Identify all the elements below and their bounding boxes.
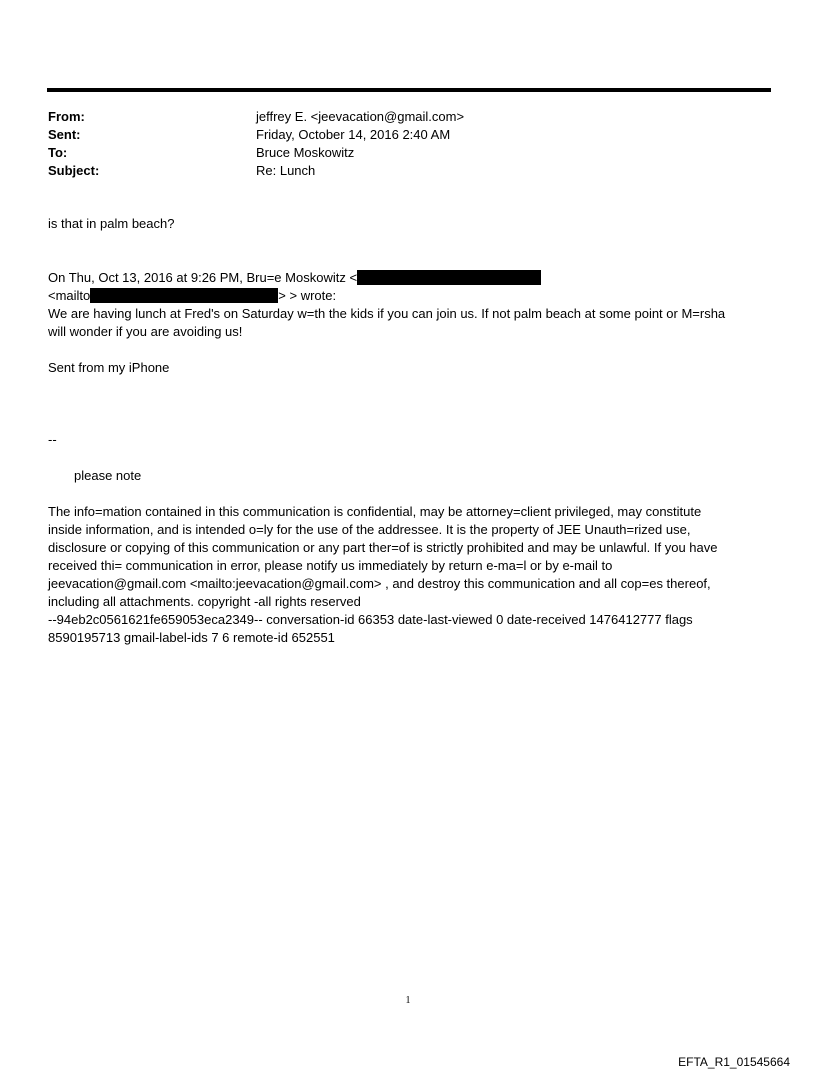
quote-line-2: will wonder if you are avoiding us! (48, 324, 243, 339)
subject-row (48, 162, 464, 180)
disclaimer-line: including all attachments. copyright -all rights reserved (48, 594, 361, 609)
redaction-block (357, 270, 541, 285)
quote-intro-line-2 (48, 287, 336, 305)
quote-intro-text: On Thu, Oct 13, 2016 at 9:26 PM, Bru=e Moskowitz < (48, 270, 358, 285)
sent-label: Sent: (48, 127, 81, 142)
metadata-line: 8590195713 gmail-label-ids 7 6 remote-id 652551 (48, 630, 335, 645)
bates-number: EFTA_R1_01545664 (678, 1055, 790, 1069)
from-row (48, 108, 464, 126)
to-label: To: (48, 145, 68, 160)
mailto-prefix: <mailto (48, 288, 91, 303)
to-row (48, 144, 464, 162)
sent-row (48, 126, 464, 144)
email-header (48, 108, 464, 180)
disclaimer-line: disclosure or copying of this communication or any part ther=of is strictly prohibited and may be unlawful. If you have (48, 540, 718, 555)
disclaimer-line: inside information, and is intended o=ly for the use of the addressee. It is the property of JEE Unauth=rized use, (48, 522, 691, 537)
signature: Sent from my iPhone (48, 360, 170, 375)
please-note: please note (74, 468, 142, 483)
wrote-text: > > wrote: (278, 288, 337, 303)
to-value: Bruce Moskowitz (256, 145, 355, 160)
from-label: From: (48, 109, 85, 124)
quote-line-1: We are having lunch at Fred's on Saturday w=th the kids if you can join us. If not palm beach at some point or M=rsha (48, 306, 726, 321)
disclaimer-line: jeevacation@gmail.com <mailto:jeevacation@gmail.com> , and destroy this communication and all cop=es thereof, (48, 576, 711, 591)
subject-value: Re: Lunch (256, 163, 316, 178)
reply-text: is that in palm beach? (48, 216, 175, 231)
sent-value: Friday, October 14, 2016 2:40 AM (256, 127, 451, 142)
disclaimer-line: received thi= communication in error, please notify us immediately by return e-ma=l or by e-mail to (48, 558, 613, 573)
page-number: 1 (405, 995, 411, 1006)
from-value: jeffrey E. <jeevacation@gmail.com> (256, 109, 465, 124)
disclaimer-line: The info=mation contained in this communication is confidential, may be attorney=client privileged, may constitute (48, 504, 702, 519)
separator: -- (48, 432, 57, 447)
subject-label: Subject: (48, 163, 100, 178)
header-rule (47, 88, 771, 92)
quote-intro-line-1 (48, 269, 541, 287)
metadata-line: --94eb2c0561621fe659053eca2349-- conversation-id 66353 date-last-viewed 0 date-received 1476412777 flags (48, 612, 693, 627)
redaction-block (90, 288, 278, 303)
